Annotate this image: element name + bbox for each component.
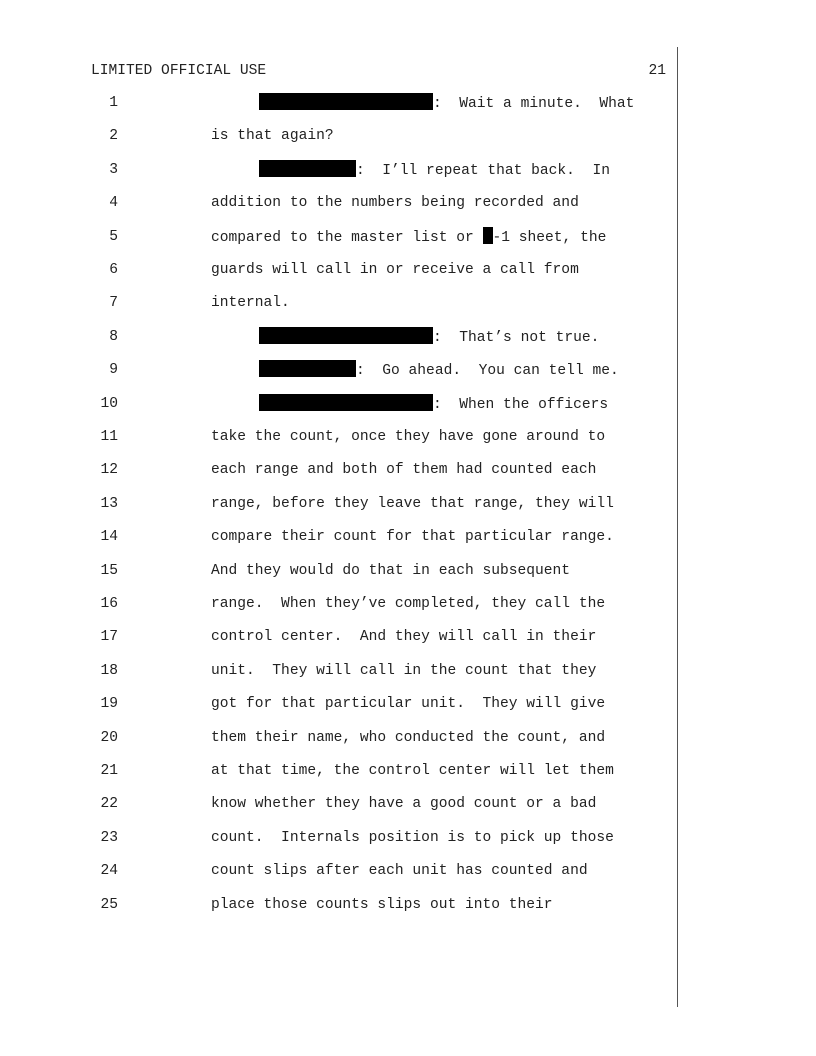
- line-text: range. When they’ve completed, they call the: [211, 596, 606, 612]
- line-number: 23: [100, 830, 118, 846]
- transcript-line: [0, 895, 677, 915]
- line-number: 1: [109, 95, 118, 111]
- line-text: range, before they leave that range, they will: [211, 496, 614, 512]
- line-text: control center. And they will call in their: [211, 629, 597, 645]
- transcript-line: [0, 861, 677, 881]
- transcript-line: [0, 794, 677, 814]
- line-number: 11: [100, 429, 118, 445]
- transcript-line: [0, 561, 677, 581]
- line-text: unit. They will call in the count that they: [211, 663, 597, 679]
- line-number: 14: [100, 529, 118, 545]
- line-number: 25: [100, 897, 118, 913]
- line-number: 9: [109, 362, 118, 378]
- transcript-line: [0, 93, 677, 113]
- transcript-line: [0, 427, 677, 447]
- line-number: 17: [100, 629, 118, 645]
- line-text: : I’ll repeat that back. In: [259, 160, 610, 181]
- speaker-redaction: [259, 360, 356, 377]
- line-number: 22: [100, 796, 118, 812]
- page-number: 21: [648, 63, 666, 79]
- line-number: 7: [109, 295, 118, 311]
- line-text: addition to the numbers being recorded and: [211, 195, 579, 211]
- transcript-line: [0, 460, 677, 480]
- transcript-line: [0, 260, 677, 280]
- line-number: 24: [100, 863, 118, 879]
- transcript-line: [0, 126, 677, 146]
- transcript-line: [0, 661, 677, 681]
- line-text: compared to the master list or -1 sheet, the: [211, 227, 606, 248]
- line-text: at that time, the control center will let them: [211, 763, 614, 779]
- line-text: internal.: [211, 295, 290, 311]
- line-text: : That’s not true.: [259, 327, 599, 348]
- transcript-line: [0, 327, 677, 347]
- line-text: And they would do that in each subsequent: [211, 563, 571, 579]
- line-text: know whether they have a good count or a bad: [211, 796, 597, 812]
- line-text: got for that particular unit. They will give: [211, 696, 606, 712]
- line-number: 18: [100, 663, 118, 679]
- line-number: 8: [109, 329, 118, 345]
- transcript-line: [0, 160, 677, 180]
- transcript-line: [0, 594, 677, 614]
- line-text: is that again?: [211, 128, 334, 144]
- line-number: 21: [100, 763, 118, 779]
- line-text: place those counts slips out into their: [211, 897, 553, 913]
- speaker-redaction: [259, 160, 356, 177]
- line-number: 19: [100, 696, 118, 712]
- line-text: each range and both of them had counted each: [211, 462, 597, 478]
- classification-header: LIMITED OFFICIAL USE: [91, 63, 267, 79]
- transcript-line: [0, 360, 677, 380]
- speaker-redaction: [259, 93, 433, 110]
- line-number: 2: [109, 128, 118, 144]
- line-number: 20: [100, 730, 118, 746]
- line-number: 6: [109, 262, 118, 278]
- right-margin-rule: [677, 47, 678, 1007]
- transcript-line: [0, 694, 677, 714]
- transcript-line: [0, 527, 677, 547]
- line-number: 12: [100, 462, 118, 478]
- transcript-line: [0, 828, 677, 848]
- line-text: compare their count for that particular range.: [211, 529, 614, 545]
- line-number: 4: [109, 195, 118, 211]
- line-text: : When the officers: [259, 394, 608, 415]
- line-text: take the count, once they have gone around to: [211, 429, 606, 445]
- transcript-line: [0, 193, 677, 213]
- line-number: 3: [109, 162, 118, 178]
- line-number: 10: [100, 396, 118, 412]
- line-text: count slips after each unit has counted and: [211, 863, 588, 879]
- inline-redaction: [483, 227, 493, 244]
- speaker-redaction: [259, 394, 433, 411]
- speaker-redaction: [259, 327, 433, 344]
- line-text: guards will call in or receive a call from: [211, 262, 579, 278]
- transcript-line: [0, 293, 677, 313]
- transcript-line: [0, 394, 677, 414]
- line-text: them their name, who conducted the count, and: [211, 730, 606, 746]
- transcript-line: [0, 227, 677, 247]
- line-text: : Wait a minute. What: [259, 93, 634, 114]
- transcript-line: [0, 728, 677, 748]
- line-number: 15: [100, 563, 118, 579]
- transcript-line: [0, 494, 677, 514]
- line-number: 5: [109, 229, 118, 245]
- line-number: 16: [100, 596, 118, 612]
- transcript-line: [0, 761, 677, 781]
- line-text: : Go ahead. You can tell me.: [259, 360, 619, 381]
- line-number: 13: [100, 496, 118, 512]
- line-text: count. Internals position is to pick up those: [211, 830, 614, 846]
- transcript-line: [0, 627, 677, 647]
